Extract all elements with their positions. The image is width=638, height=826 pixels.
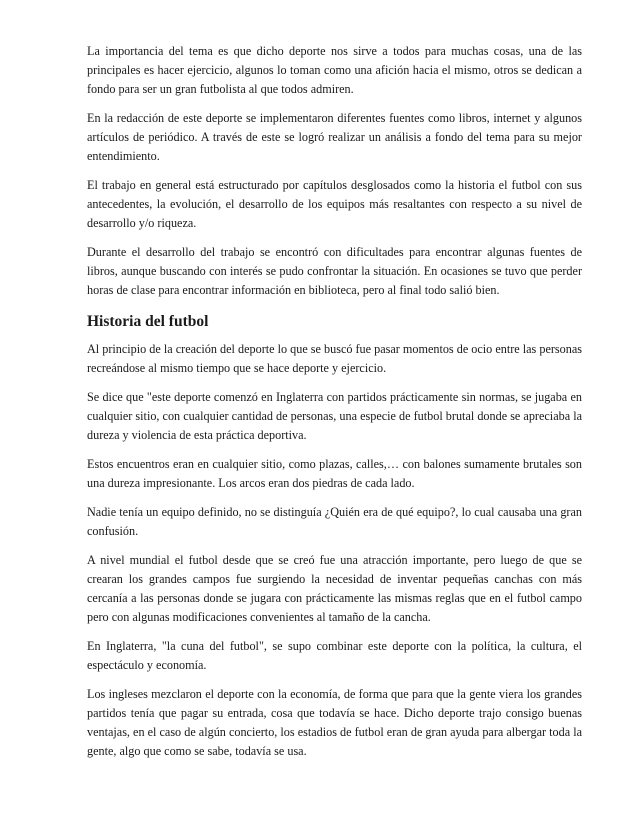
paragraph-england-start: Se dice que "este deporte comenzó en Inglaterra con partidos prácticamente sin normas, se jugaba en cualquier sitio, con cualquier cantidad de personas, una especie de futbol brutal donde se apreciaba la dureza y violencia de esta práctica deportiva. <box>87 390 582 442</box>
paragraph-world-level: A nivel mundial el futbol desde que se creó fue una atracción importante, pero luego de que se crearan los grandes campos fue surgiendo la necesidad de inventar pequeñas canchas con más cercanía a las personas donde se jugara con prácticamente las mismas reglas que en el futbol campo pero con algunas modificaciones convenientes al tamaño de la cancha. <box>87 553 582 624</box>
paragraph-importance: La importancia del tema es que dicho deporte nos sirve a todos para muchas cosas, una de las principales es hacer ejercicio, algunos lo toman como una afición hacia el mismo, otros se dedican a fondo para ser un gran futbolista al que todos admiren. <box>87 44 582 96</box>
paragraph-sources: En la redacción de este deporte se implementaron diferentes fuentes como libros, internet y algunos artículos de periódico. A través de este se logró realizar un análisis a fondo del tema para su mejor entendimiento. <box>87 111 582 163</box>
paragraph-teams: Nadie tenía un equipo definido, no se distinguía ¿Quién era de qué equipo?, lo cual causaba una gran confusión. <box>87 505 582 538</box>
section-heading: Historia del futbol <box>87 313 209 330</box>
paragraph-cradle: En Inglaterra, "la cuna del futbol", se supo combinar este deporte con la política, la cultura, el espectáculo y economía. <box>87 639 582 672</box>
paragraph-origin: Al principio de la creación del deporte lo que se buscó fue pasar momentos de ocio entre las personas recreándose al mismo tiempo que se hace deporte y ejercicio. <box>87 342 582 375</box>
paragraph-encounters: Estos encuentros eran en cualquier sitio, como plazas, calles,… con balones sumamente brutales son una dureza impresionante. Los arcos eran dos piedras de cada lado. <box>87 457 582 490</box>
paragraph-structure: El trabajo en general está estructurado por capítulos desglosados como la historia el futbol con sus antecedentes, la evolución, el desarrollo de los equipos más resaltantes con respecto a su nivel de desarrollo y/o riqueza. <box>87 178 582 230</box>
paragraph-economy: Los ingleses mezclaron el deporte con la economía, de forma que para que la gente viera los grandes partidos tenía que pagar su entrada, cosa que todavía se hace. Dicho deporte trajo consigo buenas ventajas, en el caso de algún concierto, los estadios de futbol eran de gran ayuda para albergar toda la gente, algo que como se sabe, todavía se usa. <box>87 687 582 758</box>
paragraph-difficulties: Durante el desarrollo del trabajo se encontró con dificultades para encontrar algunas fuentes de libros, aunque buscando con interés se pudo confrontar la situación. En ocasiones se tuvo que perder horas de clase para encontrar información en biblioteca, pero al final todo salió bien. <box>87 245 582 297</box>
